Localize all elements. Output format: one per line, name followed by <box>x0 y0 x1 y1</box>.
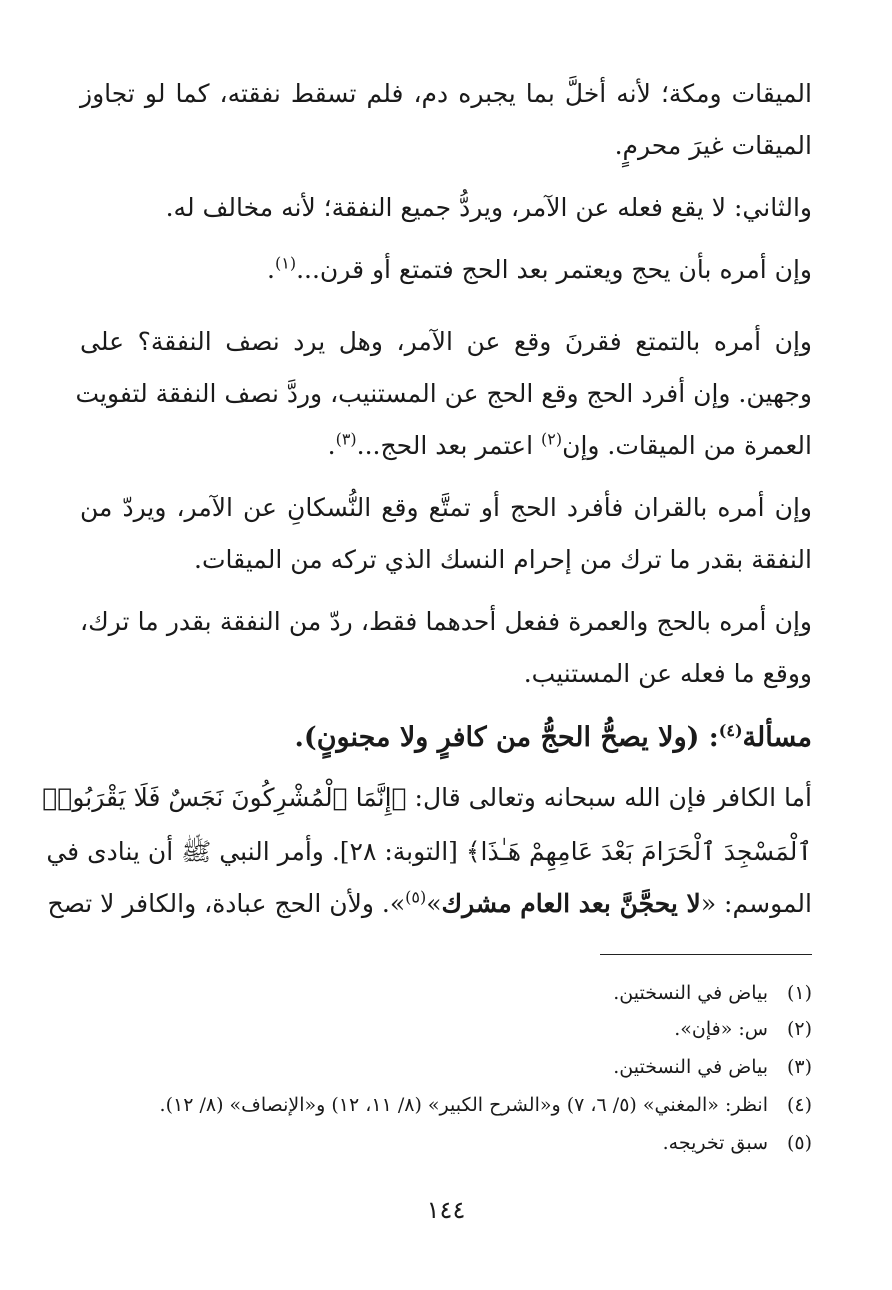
footnote-marker-4: (٤) <box>718 721 743 740</box>
text-line-7: العمرة من الميقات. وإن$^{(٢)}$ اعتمر بعد الحج...$^{(٣)}$. <box>327 429 812 460</box>
hadith-quote: لا يحجَّنَّ بعد العام مشرك <box>441 889 701 918</box>
footnote-number: (٥) <box>786 1132 812 1154</box>
text-line-11: ووقع ما فعله عن المستنيب. <box>523 659 812 688</box>
section-heading <box>80 718 812 758</box>
footnote-marker-2: (٢) <box>540 429 563 449</box>
text-segment: اعتمر بعد الحج... <box>356 431 534 460</box>
footnote-separator <box>600 954 812 955</box>
footnote-2 <box>72 1014 812 1044</box>
text-line-9: النفقة بقدر ما ترك من إحرام النسك الذي تركه من الميقات. <box>194 545 812 574</box>
footnote-text: سبق تخريجه. <box>662 1132 768 1154</box>
heading-text: : (ولا يصحُّ الحجُّ من كافرٍ ولا مجنونٍ). <box>294 722 719 753</box>
footnote-marker-3: (٣) <box>335 429 357 449</box>
text-segment: العمرة من الميقات. وإن <box>562 431 812 460</box>
text-segment: وإن أمره بأن يحج ويعتمر بعد الحج فتمتع أو قرن... <box>296 255 812 284</box>
text-line-5: وإن أمره بالتمتع فقرنَ وقع عن الآمر، وهل يرد نصف النفقة؟ على <box>80 327 812 356</box>
footnote-text: انظر: «المغني» (٥/ ٦، ٧) و«الشرح الكبير» (٨/ ١١، ١٢) و«الإنصاف» (٨/ ١٢). <box>159 1094 768 1116</box>
text-line-3: والثاني: لا يقع فعله عن الآمر، ويردُّ جميع النفقة؛ لأنه مخالف له. <box>165 193 812 222</box>
heading-label: مسألة <box>742 722 812 753</box>
footnote-number: (٢) <box>786 1018 812 1040</box>
footnote-number: (١) <box>786 982 812 1004</box>
footnote-5 <box>72 1128 812 1158</box>
footnote-1 <box>72 978 812 1008</box>
text-segment: الموسم: « <box>700 889 812 918</box>
text-line-2: الميقات غيرَ محرمٍ. <box>614 131 812 160</box>
text-segment: » <box>426 889 442 918</box>
text-line-12: أما الكافر فإن الله سبحانه وتعالى قال: ﴿إِنَّمَا ٱلْمُشْرِكُونَ نَجَسٌ فَلَا يَقْرَبُوا۟ <box>42 783 812 812</box>
footnote-number: (٤) <box>786 1094 812 1116</box>
footnote-text: بياض في النسختين. <box>613 982 768 1004</box>
footnote-number: (٣) <box>786 1056 812 1078</box>
footnote-text: س: «فإن». <box>674 1018 768 1040</box>
text-line-6: وجهين. وإن أفرد الحج وقع الحج عن المستنيب، وردَّ نصف النفقة لتفويت <box>75 379 812 408</box>
text-line-13: ٱلْمَسْجِدَ ٱلْحَرَامَ بَعْدَ عَامِهِمْ هَـٰذَا﴾ [التوبة: ٢٨]. وأمر النبي ﷺ أن ينادى في <box>46 837 812 866</box>
footnote-marker-5: (٥) <box>405 887 427 907</box>
text-segment: ». ولأن الحج عبادة، والكافر لا تصح <box>47 889 406 918</box>
text-line-4: وإن أمره بأن يحج ويعتمر بعد الحج فتمتع أو قرن...$^{(١)}$. <box>267 253 812 284</box>
text-line-10: وإن أمره بالحج والعمرة ففعل أحدهما فقط، ردّ من النفقة بقدر ما ترك، <box>80 607 812 636</box>
page-number: ١٤٤ <box>426 1196 466 1224</box>
footnote-text: بياض في النسختين. <box>613 1056 768 1078</box>
footnote-4 <box>72 1090 812 1120</box>
text-line-1: الميقات ومكة؛ لأنه أخلَّ بما يجبره دم، فلم تسقط نفقته، كما لو تجاوز <box>80 79 812 108</box>
text-line-14 <box>47 884 812 924</box>
text-line-8: وإن أمره بالقران فأفرد الحج أو تمتَّع وقع النُّسكانِ عن الآمر، ويردّ من <box>80 493 812 522</box>
footnote-marker-1: (١) <box>274 253 297 273</box>
footnote-3 <box>72 1052 812 1082</box>
